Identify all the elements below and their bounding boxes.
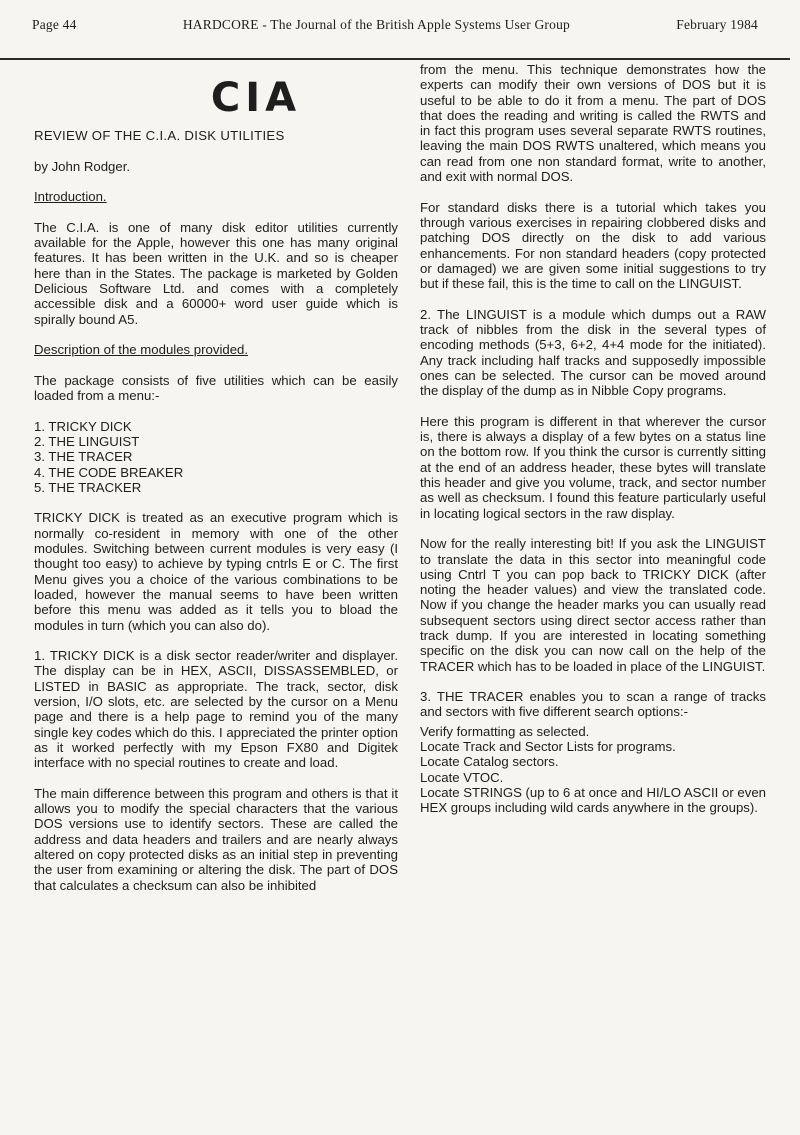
page-header — [32, 17, 758, 33]
linguist-paragraph: 2. The LINGUIST is a module which dumps out a RAW track of nibbles from the disk in the several types of encoding methods (5+3, 6+2, 4+4 mode for the initiated). Any track including half tracks and supposedly impossible ones can be selected. The cursor can be moved around the display of the dump as in Nibble Copy programs. — [420, 306, 766, 399]
author-line: by John Rodger. — [34, 158, 131, 174]
tricky-dick-executive-paragraph: TRICKY DICK is treated as an executive program which is normally co-resident in memory with one of the other modules. Switching between current modules is very easy (I thought too easy) to achieve by typing cntrls E or C. The first Menu gives you a choice of the various combinations to be loaded, however the manual seems to have been written before this menu was added as it tells you to bload the modules in turn (which you can also do). — [34, 510, 398, 633]
journal-title: HARDCORE - The Journal of the British Apple Systems User Group — [182, 17, 570, 32]
modules-intro: The package consists of five utilities which can be easily loaded from a menu:- — [34, 372, 398, 404]
tracer-paragraph: 3. THE TRACER enables you to scan a range of tracks and sectors with five different search options:- — [420, 689, 766, 720]
continuation-paragraph: from the menu. This technique demonstrates how the experts can modify their own versions of DOS but it is useful to be able to do it from a menu. The part of DOS that does the reading and writing is called the RWTS and in fact this program uses several separate RWTS routines, leaving the main DOS RWTS unaltered, which means you can read from one non standard format, write to another, and exit with normal DOS. — [420, 62, 766, 185]
page-number: Page 44 — [32, 17, 77, 32]
status-line-paragraph: Here this program is different in that wherever the cursor is, there is always a display of a few bytes on a status line on the bottom row. If you think the cursor is currently sitting at the end of an address header, these bytes will translate this header and give you volume, track, and sector number as well as checksum. I found this feature particularly useful in locating logical sectors in the raw display. — [420, 413, 766, 521]
tracer-option: Verify formatting as selected. — [420, 723, 590, 739]
article-title: REVIEW OF THE C.I.A. DISK UTILITIES — [34, 128, 285, 143]
list-item: 5. THE TRACKER — [34, 479, 142, 495]
main-difference-paragraph: The main difference between this program and others is that it allows you to modify the special characters that the various DOS versions use to identify sectors. These are called the address and data headers and trailers and are nearly always altered on copy protected disks as an initial step in preventing the user from examining or altering the disk. The part of DOS that calculates a checksum can also be inhibited — [34, 785, 398, 893]
right-column — [420, 62, 766, 816]
intro-paragraph: The C.I.A. is one of many disk editor utilities currently available for the Apple, however this one has many original features. It has been written in the U.K. and so is cheaper here than in the States. The package is marketed by Golden Delicious Software Ltd. and comes with a completely accessible disk and a 60000+ word user guide which is spirally bound A5. — [34, 219, 398, 327]
issue-date: February 1984 — [676, 17, 758, 32]
cia-logo: CIA — [210, 75, 302, 121]
tracer-option: Locate Catalog sectors. — [420, 754, 559, 770]
list-item: 3. THE TRACER — [34, 449, 133, 465]
tracer-option: Locate VTOC. — [420, 769, 504, 785]
list-item: 4. THE CODE BREAKER — [34, 464, 184, 480]
list-item: 1. TRICKY DICK — [34, 418, 132, 434]
modules-heading: Description of the modules provided. — [34, 342, 249, 358]
header-rule — [0, 58, 790, 60]
left-column — [34, 70, 398, 908]
tracer-option: Locate STRINGS (up to 6 at once and HI/LO ASCII or even HEX groups including wild cards anywhere in the groups). — [420, 784, 766, 816]
modules-list — [34, 419, 398, 495]
standard-disks-paragraph: For standard disks there is a tutorial which takes you through various exercises in repairing clobbered disks and patching DOS directly on the disk to add various enhancements. For non standard headers (copy protected or damaged) we are given some initial suggestions to try but if these fail, this is the time to call on the LINGUIST. — [420, 199, 766, 292]
list-item: 2. THE LINGUIST — [34, 433, 140, 449]
tracer-option: Locate Track and Sector Lists for programs. — [420, 739, 676, 755]
intro-heading: Introduction. — [34, 189, 107, 205]
interesting-bit-paragraph: Now for the really interesting bit! If you ask the LINGUIST to translate the data in this sector into meaningful code using Cntrl T you can pop back to TRICKY DICK (after noting the header values) and view the translated code. Now if you change the header marks you can usually read subsequent sectors using direct sector access rather than track dump. If you are interested in locating something specific on the disk you can now call on the help of the TRACER which has to be loaded in place of the LINGUIST. — [420, 536, 766, 674]
tricky-dick-paragraph: 1. TRICKY DICK is a disk sector reader/writer and displayer. The display can be in HEX, ASCII, DISSASSEMBLED, or LISTED in BASIC as appropriate. The track, sector, disk version, I/O slots, etc. are selected by the cursor on a Menu page and there is a help page to remind you of the many single key codes which do this. I appreciated the printer option as it worked perfectly with my Epson FX80 and Digitek interface with no special routines to create and load. — [34, 648, 398, 771]
